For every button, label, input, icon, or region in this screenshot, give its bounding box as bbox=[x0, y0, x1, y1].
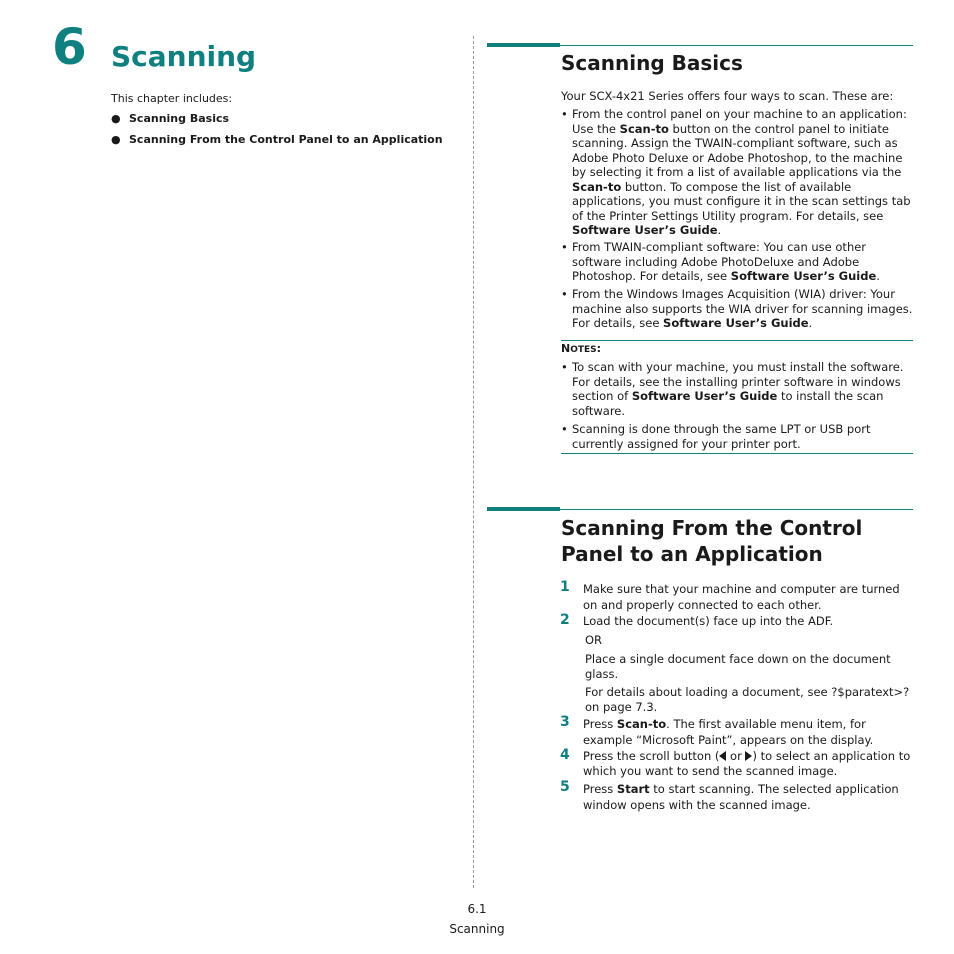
step-alt: Place a single document face down on the document glass. bbox=[585, 652, 891, 681]
bullet-icon: • bbox=[561, 360, 568, 374]
section-rule bbox=[560, 45, 913, 46]
bullet-icon: • bbox=[561, 240, 568, 254]
step-number: 2 bbox=[560, 612, 570, 628]
section-title-basics: Scanning Basics bbox=[561, 51, 743, 75]
step-number: 4 bbox=[560, 747, 570, 763]
step-details: For details about loading a document, see ?$paratext>? on page 7.3. bbox=[585, 685, 910, 714]
toc-item-control-panel[interactable]: ● Scanning From the Control Panel to an Application bbox=[111, 133, 443, 146]
toc-item-scanning-basics[interactable]: ● Scanning Basics bbox=[111, 112, 230, 125]
notes-rule-bottom bbox=[561, 453, 913, 454]
list-item: • From the control panel on your machine to an application: Use the Scan-to button on the control panel to initiate scanning. Assign the TWAIN-compliant software, such as Adobe Photo Deluxe or Adobe Photoshop, to the machine by selecting it from a list of available applications via the Scan-to button. To compose the list of available applications, you must configure it in the scan settings tab of the Printer Settings Utility program. For details, see Software User’s Guide. bbox=[561, 107, 911, 237]
step-text: Load the document(s) face up into the ADF. bbox=[583, 614, 834, 628]
section-rule-accent bbox=[487, 43, 560, 47]
chapter-title: Scanning bbox=[111, 40, 257, 73]
step-text: Press Start to start scanning. The selected application window opens with the scanned image. bbox=[583, 782, 899, 812]
basics-intro: Your SCX-4x21 Series offers four ways to scan. These are: bbox=[561, 89, 894, 103]
column-divider bbox=[473, 36, 474, 888]
section-rule bbox=[560, 509, 913, 510]
bullet-icon: • bbox=[561, 422, 568, 436]
notes-rule-top bbox=[561, 340, 913, 341]
bullet-icon: ● bbox=[111, 112, 121, 125]
step-number: 3 bbox=[560, 714, 570, 730]
list-item: • From TWAIN-compliant software: You can use other software including Adobe PhotoDeluxe and Adobe Photoshop. For details, see Software User’s Guide. bbox=[561, 240, 880, 283]
step-number: 1 bbox=[560, 579, 570, 595]
step-or: OR bbox=[585, 633, 603, 647]
list-item: • From the Windows Images Acquisition (WIA) driver: Your machine also supports the WIA driver for scanning images. For details, see Software User’s Guide. bbox=[561, 287, 913, 330]
step-number: 5 bbox=[560, 779, 570, 795]
step-text: Press the scroll button ( or ) to select an application to which you want to send the scanned image. bbox=[583, 749, 911, 778]
note-item: • Scanning is done through the same LPT or USB port currently assigned for your printer port. bbox=[561, 422, 871, 451]
chapter-number: 6 bbox=[52, 18, 87, 76]
note-item: • To scan with your machine, you must install the software. For details, see the installing printer software in windows section of Software User’s Guide to install the scan software. bbox=[561, 360, 904, 418]
page-number: 6.1 bbox=[467, 902, 487, 916]
section-rule-accent bbox=[487, 507, 560, 511]
notes-label: NOTES: bbox=[561, 342, 602, 355]
section-title-control-panel: Scanning From the Control Panel to an Application bbox=[561, 516, 863, 566]
bullet-icon: • bbox=[561, 107, 568, 121]
bullet-icon: • bbox=[561, 287, 568, 301]
step-text: Press Scan-to. The first available menu item, for example “Microsoft Paint”, appears on the display. bbox=[583, 717, 874, 747]
bullet-icon: ● bbox=[111, 133, 121, 146]
step-text: Make sure that your machine and computer are turned on and properly connected to each other. bbox=[583, 582, 900, 612]
chapter-intro: This chapter includes: bbox=[111, 92, 233, 105]
footer-section: Scanning bbox=[449, 922, 505, 936]
